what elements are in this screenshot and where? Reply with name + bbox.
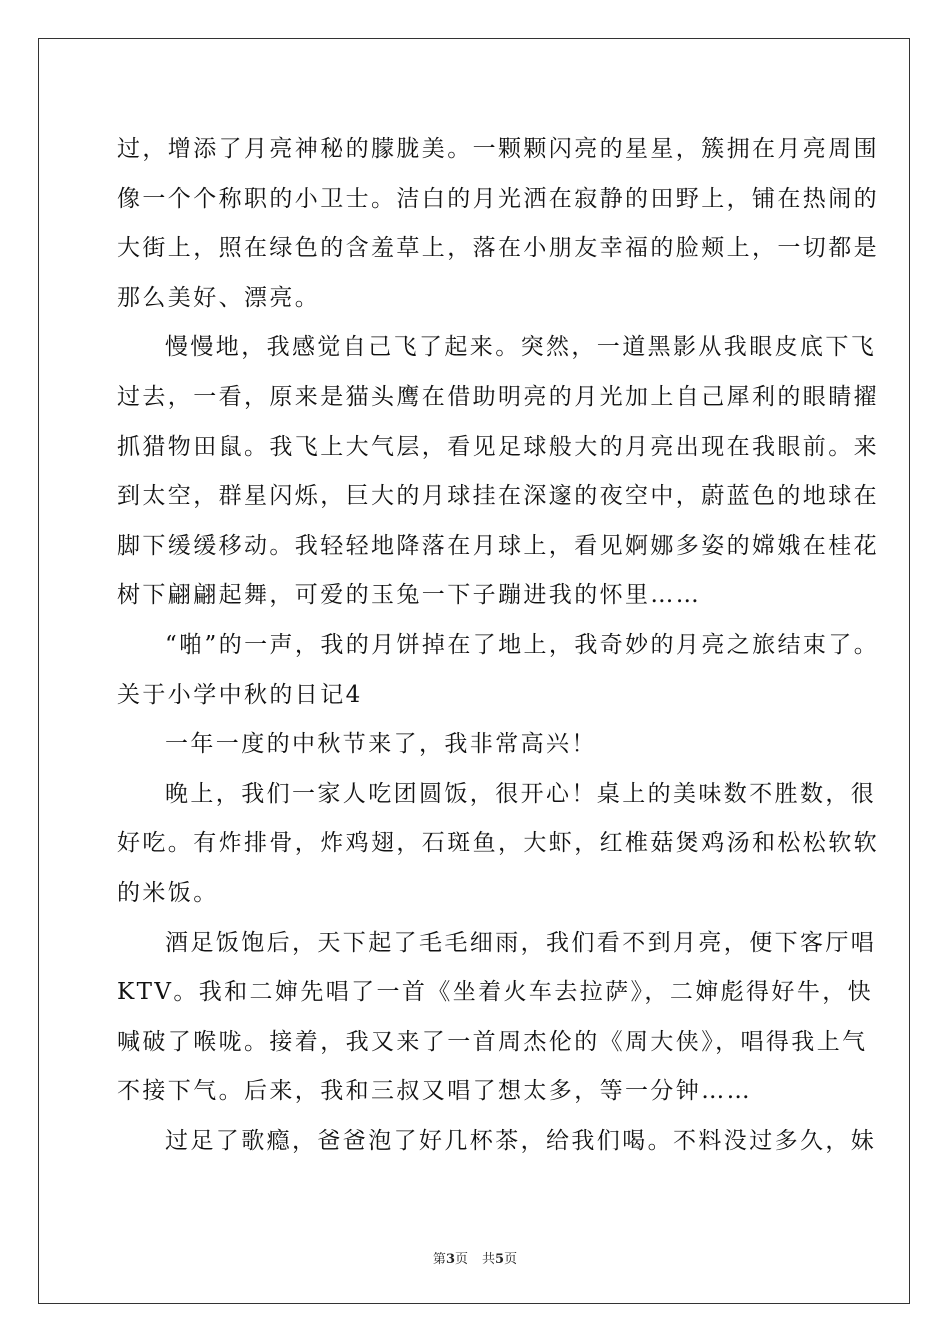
text-line: 过去，一看，原来是猫头鹰在借助明亮的月光加上自己犀利的眼睛擢 [117,383,879,410]
text-line: 晚上，我们一家人吃团圆饭，很开心！桌上的美味数不胜数，很 [165,780,877,807]
text-line: 酒足饭饱后，天下起了毛毛细雨，我们看不到月亮，便下客厅唱 [165,929,877,956]
text-line: 抓猎物田鼠。我飞上大气层，看见足球般大的月亮出现在我眼前。来 [117,433,879,460]
footer-total-suffix: 页 [504,1252,518,1267]
text-line: 那么美好、漂亮。 [117,284,321,311]
footer-current-page: 3 [445,1252,455,1267]
text-line: 喊破了喉咙。接着，我又来了一首周杰伦的《周大侠》，唱得我上气 [117,1028,868,1055]
text-line: 的米饭。 [117,879,219,906]
text-line: 关于小学中秋的日记4 [117,681,363,708]
text-line: 树下翩翩起舞，可爱的玉兔一下子蹦进我的怀里…… [117,582,702,609]
text-line: 不接下气。后来，我和三叔又唱了想太多，等一分钟…… [117,1078,752,1105]
document-body [117,125,880,1166]
text-line: KTV。我和二婶先唱了一首《坐着火车去拉萨》，二婶彪得好牛，快 [117,979,874,1006]
text-line: 过，增添了月亮神秘的朦胧美。一颗颗闪亮的星星，簇拥在月亮周围 [117,136,879,162]
text-line: 像一个个称职的小卫士。洁白的月光洒在寂静的田野上，铺在热闹的 [117,185,879,212]
footer-page-prefix: 第 [432,1252,446,1267]
text-line: 大街上，照在绿色的含羞草上，落在小朋友幸福的脸颊上，一切都是 [117,235,879,262]
text-line: 慢慢地，我感觉自己飞了起来。突然，一道黑影从我眼皮底下飞 [165,334,877,361]
page-footer [0,1248,950,1267]
text-line: 好吃。有炸排骨，炸鸡翅，石斑鱼，大虾，红椎菇煲鸡汤和松松软软 [117,830,879,857]
text-line: 过足了歌瘾，爸爸泡了好几杯茶，给我们喝。不料没过多久，妹 [165,1127,877,1154]
footer-page-suffix: 页 [454,1252,468,1267]
text-line: 脚下缓缓移动。我轻轻地降落在月球上，看见婀娜多姿的嫦娥在桂花 [117,532,879,559]
text-line: “啪”的一声，我的月饼掉在了地上，我奇妙的月亮之旅结束了。 [165,631,880,658]
footer-total-prefix: 共 [482,1252,496,1267]
text-line: 到太空，群星闪烁，巨大的月球挂在深邃的夜空中，蔚蓝色的地球在 [117,483,879,510]
text-line: 一年一度的中秋节来了，我非常高兴！ [165,731,597,758]
footer-total-pages: 5 [495,1252,505,1267]
